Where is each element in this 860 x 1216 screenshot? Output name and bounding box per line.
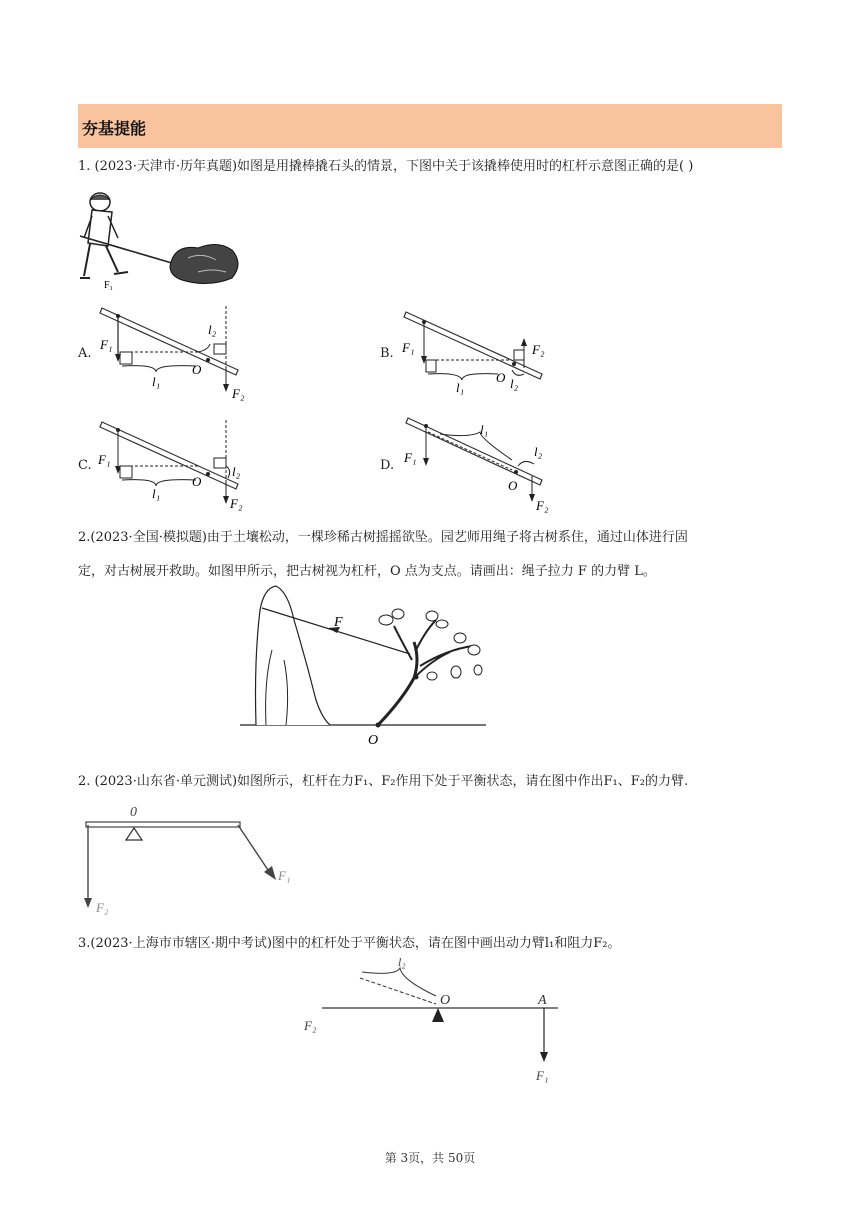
tree-label-o: O: [368, 733, 379, 748]
question-1-text: 1. (2023·天津市·历年真题)如图是用撬棒撬石头的情景，下图中关于该撬棒使用时的杠杆示意图正确的是( ): [78, 159, 694, 174]
d-o: O: [508, 478, 518, 493]
lever3-label-f2: F₂: [304, 1018, 317, 1033]
b-l1: l₁: [456, 380, 465, 395]
c-f2: F₂: [230, 496, 243, 511]
question-2a-line1: 2.(2023·全国·模拟题)由于土壤松动，一棵珍稀古树摇摇欲坠。园艺师用绳子将古树系住，通过山体进行固: [78, 530, 688, 545]
lever2-label-f1: F₁: [278, 868, 291, 883]
c-l1: l₁: [152, 486, 161, 501]
lever2-label-f2: F₂: [96, 900, 109, 915]
crowbar-photo: [78, 188, 244, 292]
a-l1: l₁: [152, 374, 161, 389]
d-f1: F₁: [404, 450, 417, 465]
tree-label-f: F: [334, 615, 343, 630]
section-title: 夯基提能: [82, 119, 147, 138]
a-f2: F₂: [232, 386, 245, 401]
b-l2: l₂: [510, 376, 519, 391]
b-o: O: [496, 370, 506, 385]
lever-diagram-3: [300, 958, 564, 1086]
option-d-letter[interactable]: D.: [380, 458, 395, 473]
lever3-label-l2: l₂: [398, 958, 406, 969]
lever3-label-f1: F₁: [536, 1068, 549, 1083]
a-o: O: [192, 362, 202, 377]
a-l2: l₂: [208, 322, 217, 337]
question-2b-text: 2. (2023·山东省·单元测试)如图所示，杠杆在力F₁、F₂作用下处于平衡状态，请在图中作出F₁、F₂的力臂.: [78, 774, 689, 789]
question-2a-line2: 定，对古树展开救助。如图甲所示，把古树视为杠杆，O 点为支点。请画出：绳子拉力 F 的力臂 L。: [78, 564, 656, 579]
tree-diagram: [236, 580, 492, 750]
option-d-diagram: [400, 414, 560, 514]
b-f2: F₂: [532, 342, 545, 357]
lever3-label-a: A: [538, 993, 547, 1008]
option-b-letter[interactable]: B.: [380, 346, 394, 361]
lever3-label-o: O: [440, 993, 451, 1008]
photo-f1-label: F₁: [104, 280, 114, 291]
option-c-letter[interactable]: C.: [78, 458, 92, 473]
c-l2: l₂: [232, 464, 241, 479]
lever-diagram-2: [78, 798, 318, 920]
a-f1: F₁: [100, 337, 113, 352]
option-b-diagram: [400, 308, 560, 404]
option-c-diagram: [96, 418, 266, 514]
b-f1: F₁: [402, 340, 415, 355]
c-f1: F₁: [98, 452, 111, 467]
section-banner: [78, 104, 782, 148]
d-l1: l₁: [480, 422, 489, 437]
page-number: 第 3页，共 50页: [384, 1151, 476, 1165]
d-f2: F₂: [536, 498, 549, 513]
option-a-diagram: [96, 304, 266, 404]
d-l2: l₂: [534, 444, 543, 459]
question-3-text: 3.(2023·上海市市辖区·期中考试)图中的杠杆处于平衡状态，请在图中画出动力臂l₁和阻力F₂。: [78, 936, 621, 951]
option-a-letter[interactable]: A.: [78, 346, 92, 361]
lever2-label-o: 0: [130, 805, 137, 820]
c-o: O: [192, 474, 202, 489]
